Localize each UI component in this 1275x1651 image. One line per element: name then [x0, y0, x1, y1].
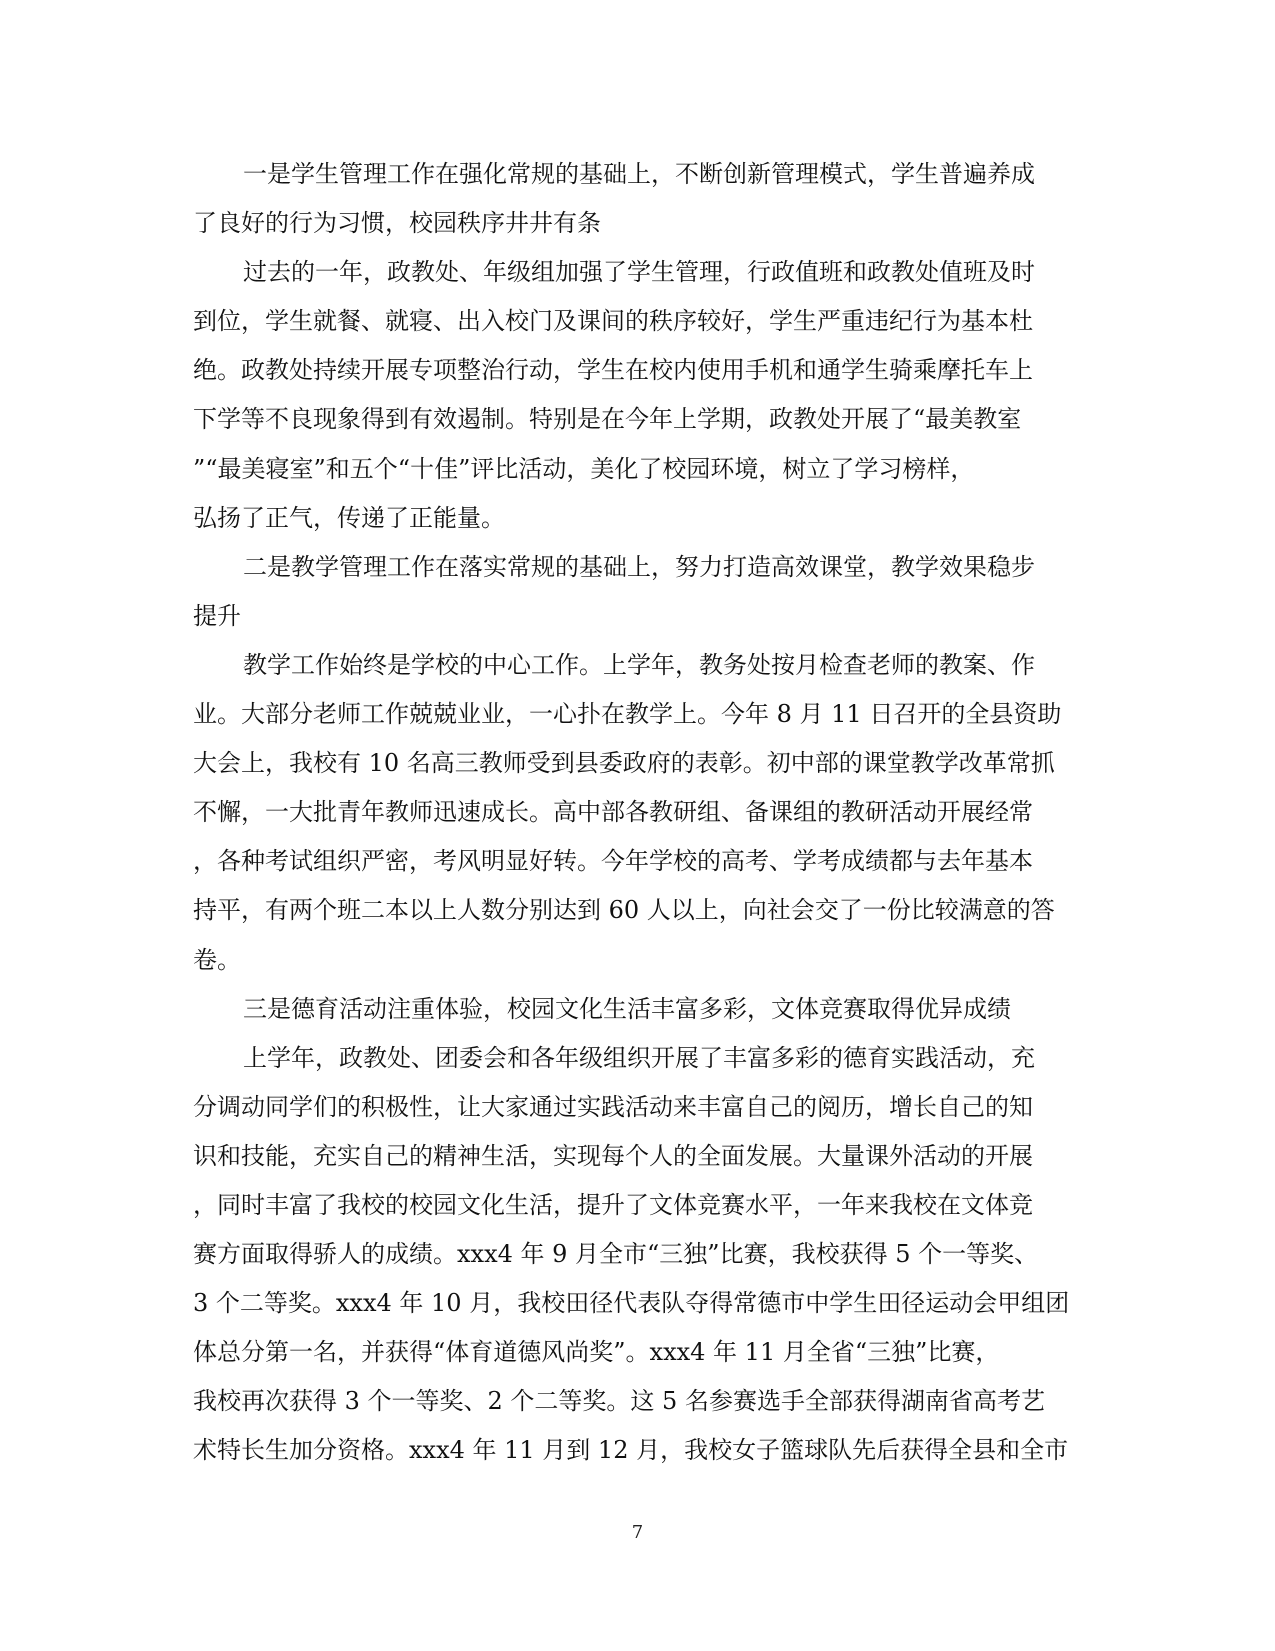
text-line: 术特长生加分资格。xxx4 年 11 月到 12 月，我校女子篮球队先后获得全县和全市 [193, 1436, 1069, 1465]
text-line: 业。大部分老师工作兢兢业业，一心扑在教学上。今年 8 月 11 日召开的全县资助 [193, 700, 1062, 729]
text-line: 卷。 [193, 945, 241, 974]
text-line: 了良好的行为习惯，校园秩序井井有条 [193, 209, 601, 238]
text-line: ，各种考试组织严密，考风明显好转。今年学校的高考、学考成绩都与去年基本 [193, 847, 1033, 876]
text-line: 提升 [193, 601, 241, 630]
document-body [193, 150, 1083, 1476]
text-line: 过去的一年，政教处、年级组加强了学生管理，行政值班和政教处值班及时 [243, 258, 1035, 287]
text-line: 一是学生管理工作在强化常规的基础上，不断创新管理模式，学生普遍养成 [243, 160, 1035, 188]
text-line: 绝。政教处持续开展专项整治行动，学生在校内使用手机和通学生骑乘摩托车上 [193, 356, 1033, 385]
text-line: 大会上，我校有 10 名高三教师受到县委政府的表彰。初中部的课堂教学改革常抓 [193, 749, 1055, 778]
text-line: 下学等不良现象得到有效遏制。特别是在今年上学期，政教处开展了“最美教室 [193, 405, 1022, 434]
text-line: 持平，有两个班二本以上人数分别达到 60 人以上，向社会交了一份比较满意的答 [193, 896, 1055, 925]
text-line: 体总分第一名，并获得“体育道德风尚奖”。xxx4 年 11 月全省“三独”比赛， [193, 1338, 1000, 1367]
text-line: 教学工作始终是学校的中心工作。上学年，教务处按月检查老师的教案、作 [243, 650, 1035, 679]
text-line: 我校再次获得 3 个一等奖、2 个二等奖。这 5 名参赛选手全部获得湖南省高考艺 [193, 1387, 1045, 1416]
text-line: ”“最美寝室”和五个“十佳”评比活动，美化了校园环境，树立了学习榜样， [193, 454, 975, 483]
text-line: 3 个二等奖。xxx4 年 10 月，我校田径代表队夺得常德市中学生田径运动会甲组团 [193, 1289, 1070, 1318]
text-line: 识和技能，充实自己的精神生活，实现每个人的全面发展。大量课外活动的开展 [193, 1141, 1033, 1170]
text-line: 二是教学管理工作在落实常规的基础上，努力打造高效课堂，教学效果稳步 [243, 552, 1035, 581]
text-line: 弘扬了正气，传递了正能量。 [193, 503, 505, 532]
text-line: 不懈，一大批青年教师迅速成长。高中部各教研组、备课组的教研活动开展经常 [193, 798, 1033, 827]
text-line: 分调动同学们的积极性，让大家通过实践活动来丰富自己的阅历，增长自己的知 [193, 1092, 1033, 1121]
text-line: ，同时丰富了我校的校园文化生活，提升了文体竞赛水平，一年来我校在文体竞 [193, 1190, 1033, 1219]
text-line: 赛方面取得骄人的成绩。xxx4 年 9 月全市“三独”比赛，我校获得 5 个一等奖、 [193, 1240, 1039, 1269]
text-line: 三是德育活动注重体验，校园文化生活丰富多彩，文体竞赛取得优异成绩 [243, 994, 1011, 1023]
text-line: 到位，学生就餐、就寝、出入校门及课间的秩序较好，学生严重违纪行为基本杜 [193, 307, 1033, 336]
text-line: 上学年，政教处、团委会和各年级组织开展了丰富多彩的德育实践活动，充 [243, 1043, 1035, 1072]
page-number: 7 [631, 1522, 644, 1543]
